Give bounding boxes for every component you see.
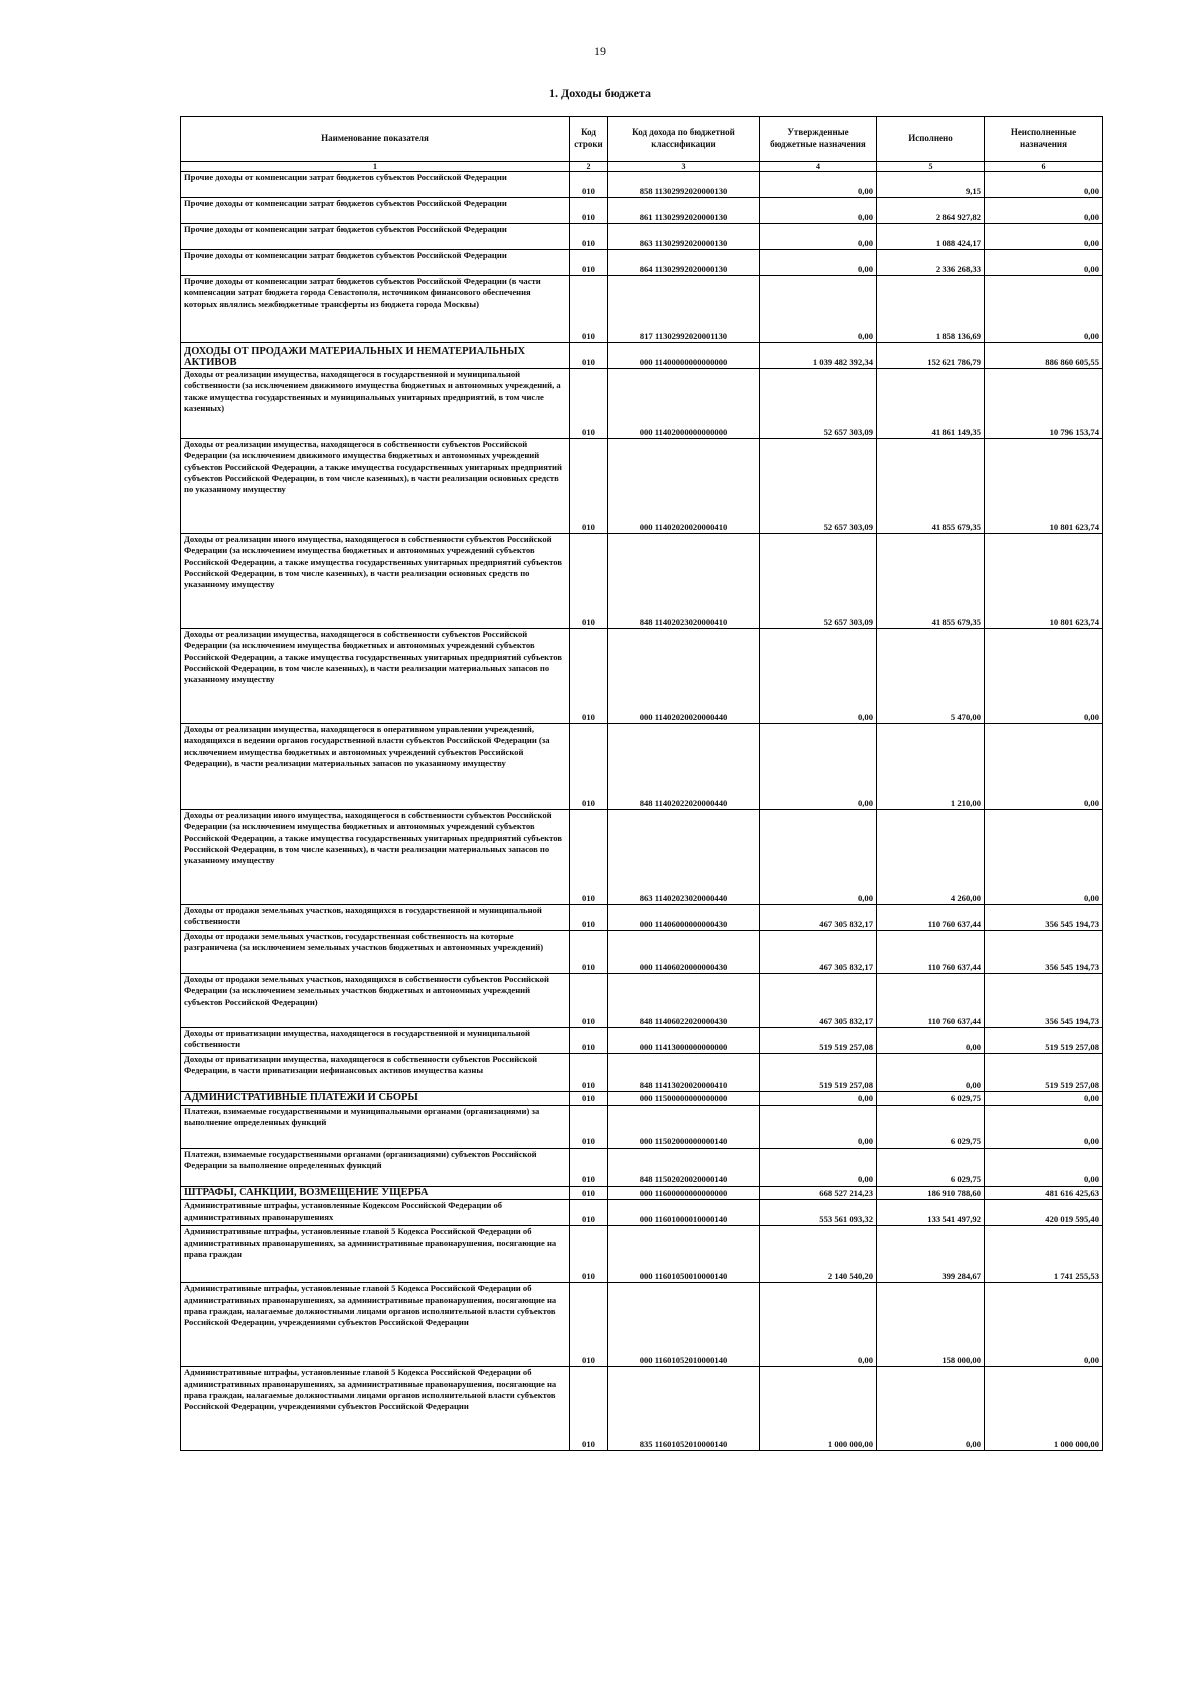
row-executed-cell: 152 621 786,79 [877,343,985,369]
row-unexecuted-cell: 886 860 605,55 [985,343,1103,369]
row-executed-cell: 110 760 637,44 [877,905,985,931]
row-revenue-code-cell: 000 11406000000000430 [608,905,760,931]
row-revenue-code-cell: 000 11601052010000140 [608,1283,760,1367]
row-approved-cell: 0,00 [760,1092,877,1106]
row-revenue-code-cell: 000 11400000000000000 [608,343,760,369]
row-executed-cell: 41 855 679,35 [877,534,985,629]
row-unexecuted-cell: 10 796 153,74 [985,369,1103,439]
row-revenue-code-cell: 000 11413000000000000 [608,1028,760,1054]
table-section-row [181,343,1103,369]
row-line-code-cell: 010 [570,1367,608,1451]
row-executed-cell: 158 000,00 [877,1283,985,1367]
table-row [181,439,1103,534]
table-row [181,250,1103,276]
table-row [181,905,1103,931]
row-unexecuted-cell: 1 000 000,00 [985,1367,1103,1451]
row-approved-cell: 467 305 832,17 [760,974,877,1028]
column-number: 3 [608,162,760,172]
table-row [181,276,1103,343]
row-executed-cell: 186 910 788,60 [877,1186,985,1200]
row-approved-cell: 519 519 257,08 [760,1028,877,1054]
row-approved-cell: 0,00 [760,250,877,276]
column-header-name: Наименование показателя [181,117,570,162]
row-unexecuted-cell: 481 616 425,63 [985,1186,1103,1200]
row-approved-cell: 0,00 [760,1105,877,1148]
row-line-code-cell: 010 [570,172,608,198]
row-revenue-code-cell: 000 11601000010000140 [608,1200,760,1226]
table-body [181,172,1103,1451]
row-name-cell: Доходы от реализации иного имущества, находящегося в собственности субъектов Российской Федерации (за исключением имущества бюджетных и автономных учреждений субъектов Российской Федерации, а также имущества государственных унитарных предприятий субъектов Российской Федерации, в том числе казенных), в части реализации материальных запасов по указанному имуществу [181,810,570,905]
row-approved-cell: 0,00 [760,810,877,905]
row-revenue-code-cell: 000 11502000000000140 [608,1105,760,1148]
row-executed-cell: 41 861 149,35 [877,369,985,439]
row-line-code-cell: 010 [570,810,608,905]
row-executed-cell: 1 210,00 [877,724,985,810]
row-revenue-code-cell: 848 11402022020000440 [608,724,760,810]
column-header-unexecuted: Неисполненные назначения [985,117,1103,162]
row-revenue-code-cell: 848 11402023020000410 [608,534,760,629]
row-approved-cell: 0,00 [760,1148,877,1186]
row-line-code-cell: 010 [570,1054,608,1092]
row-unexecuted-cell: 0,00 [985,1148,1103,1186]
column-header-revenue-code: Код дохода по бюджетной классификации [608,117,760,162]
row-executed-cell: 2 336 268,33 [877,250,985,276]
row-line-code-cell: 010 [570,276,608,343]
table-row [181,1200,1103,1226]
row-approved-cell: 0,00 [760,1283,877,1367]
row-unexecuted-cell: 356 545 194,73 [985,931,1103,974]
row-executed-cell: 110 760 637,44 [877,974,985,1028]
column-number: 5 [877,162,985,172]
row-line-code-cell: 010 [570,439,608,534]
row-name-cell: ШТРАФЫ, САНКЦИИ, ВОЗМЕЩЕНИЕ УЩЕРБА [181,1186,570,1200]
row-unexecuted-cell: 0,00 [985,224,1103,250]
table-row [181,931,1103,974]
row-approved-cell: 0,00 [760,724,877,810]
row-executed-cell: 9,15 [877,172,985,198]
row-name-cell: Платежи, взимаемые государственными органами (организациями) субъектов Российской Федерации за выполнение определенных функций [181,1148,570,1186]
row-revenue-code-cell: 000 11402020020000410 [608,439,760,534]
row-name-cell: Доходы от реализации имущества, находящегося в государственной и муниципальной собственности (за исключением движимого имущества бюджетных и автономных учреждений, а также имущества государственных и муниципальных унитарных предприятий, в том числе казенных) [181,369,570,439]
table-row [181,1226,1103,1283]
row-name-cell: Доходы от реализации имущества, находящегося в оперативном управлении учреждений, находящихся в ведении органов государственной власти субъектов Российской Федерации (за исключением имущества бюджетных и автономных учреждений субъектов Российской Федерации), в части реализации материальных запасов по указанному имуществу [181,724,570,810]
row-executed-cell: 5 470,00 [877,629,985,724]
row-line-code-cell: 010 [570,224,608,250]
row-executed-cell: 6 029,75 [877,1092,985,1106]
row-unexecuted-cell: 420 019 595,40 [985,1200,1103,1226]
row-revenue-code-cell: 848 11502020020000140 [608,1148,760,1186]
table-row [181,198,1103,224]
row-line-code-cell: 010 [570,1226,608,1283]
column-number: 6 [985,162,1103,172]
row-approved-cell: 52 657 303,09 [760,369,877,439]
row-line-code-cell: 010 [570,629,608,724]
row-line-code-cell: 010 [570,369,608,439]
row-executed-cell: 0,00 [877,1367,985,1451]
row-revenue-code-cell: 000 11406020000000430 [608,931,760,974]
row-revenue-code-cell: 848 11406022020000430 [608,974,760,1028]
table-row [181,1148,1103,1186]
row-revenue-code-cell: 817 11302992020001130 [608,276,760,343]
row-revenue-code-cell: 000 11402000000000000 [608,369,760,439]
row-unexecuted-cell: 0,00 [985,276,1103,343]
row-unexecuted-cell: 0,00 [985,1283,1103,1367]
row-executed-cell: 6 029,75 [877,1148,985,1186]
column-header-approved: Утвержденные бюджетные назначения [760,117,877,162]
row-name-cell: Административные штрафы, установленные главой 5 Кодекса Российской Федерации об административных правонарушениях, за административные правонарушения, посягающие на права граждан, налагаемые должностными лицами органов исполнительной власти субъектов Российской Федерации, учреждениями субъектов Российской Федерации [181,1367,570,1451]
row-approved-cell: 0,00 [760,172,877,198]
row-approved-cell: 2 140 540,20 [760,1226,877,1283]
row-name-cell: Административные штрафы, установленные главой 5 Кодекса Российской Федерации об административных правонарушениях, за административные правонарушения, посягающие на права граждан, налагаемые должностными лицами органов исполнительной власти субъектов Российской Федерации, учреждениями субъектов Российской Федерации [181,1283,570,1367]
column-header-executed: Исполнено [877,117,985,162]
column-number: 2 [570,162,608,172]
row-name-cell: Административные штрафы, установленные Кодексом Российской Федерации об административных правонарушениях [181,1200,570,1226]
row-approved-cell: 519 519 257,08 [760,1054,877,1092]
row-line-code-cell: 010 [570,1092,608,1106]
row-name-cell: Доходы от продажи земельных участков, находящихся в собственности субъектов Российской Федерации (за исключением земельных участков бюджетных и автономных учреждений субъектов Российской Федерации) [181,974,570,1028]
row-revenue-code-cell: 863 11302992020000130 [608,224,760,250]
row-line-code-cell: 010 [570,250,608,276]
row-executed-cell: 133 541 497,92 [877,1200,985,1226]
row-executed-cell: 399 284,67 [877,1226,985,1283]
row-executed-cell: 41 855 679,35 [877,439,985,534]
table-row [181,724,1103,810]
table-row [181,369,1103,439]
row-line-code-cell: 010 [570,198,608,224]
row-unexecuted-cell: 356 545 194,73 [985,905,1103,931]
table-row [181,172,1103,198]
row-unexecuted-cell: 0,00 [985,810,1103,905]
row-unexecuted-cell: 0,00 [985,198,1103,224]
table-header-row [181,117,1103,162]
row-revenue-code-cell: 000 11600000000000000 [608,1186,760,1200]
section-title: 1. Доходы бюджета [548,86,652,100]
row-revenue-code-cell: 000 11402020020000440 [608,629,760,724]
row-revenue-code-cell: 848 11413020020000410 [608,1054,760,1092]
row-approved-cell: 1 000 000,00 [760,1367,877,1451]
row-executed-cell: 110 760 637,44 [877,931,985,974]
row-line-code-cell: 010 [570,931,608,974]
row-unexecuted-cell: 356 545 194,73 [985,974,1103,1028]
row-unexecuted-cell: 0,00 [985,172,1103,198]
row-name-cell: Доходы от реализации имущества, находящегося в собственности субъектов Российской Федерации (за исключением имущества бюджетных и автономных учреждений субъектов Российской Федерации, а также имущества государственных унитарных предприятий субъектов Российской Федерации, в том числе казенных), в части реализации материальных запасов по указанному имуществу [181,629,570,724]
row-executed-cell: 0,00 [877,1054,985,1092]
row-unexecuted-cell: 10 801 623,74 [985,439,1103,534]
row-name-cell: Доходы от приватизации имущества, находящегося в государственной и муниципальной собственности [181,1028,570,1054]
table-row [181,810,1103,905]
row-line-code-cell: 010 [570,343,608,369]
column-number: 4 [760,162,877,172]
row-unexecuted-cell: 0,00 [985,629,1103,724]
row-revenue-code-cell: 000 11500000000000000 [608,1092,760,1106]
row-unexecuted-cell: 10 801 623,74 [985,534,1103,629]
row-approved-cell: 1 039 482 392,34 [760,343,877,369]
row-approved-cell: 52 657 303,09 [760,439,877,534]
row-revenue-code-cell: 863 11402023020000440 [608,810,760,905]
row-line-code-cell: 010 [570,974,608,1028]
row-line-code-cell: 010 [570,1186,608,1200]
table-row [181,1367,1103,1451]
row-line-code-cell: 010 [570,1105,608,1148]
row-executed-cell: 4 260,00 [877,810,985,905]
row-name-cell: Прочие доходы от компенсации затрат бюджетов субъектов Российской Федерации [181,250,570,276]
table-row [181,1283,1103,1367]
row-approved-cell: 553 561 093,32 [760,1200,877,1226]
row-line-code-cell: 010 [570,1028,608,1054]
row-line-code-cell: 010 [570,724,608,810]
row-approved-cell: 467 305 832,17 [760,905,877,931]
row-unexecuted-cell: 0,00 [985,1092,1103,1106]
table-row [181,224,1103,250]
row-line-code-cell: 010 [570,534,608,629]
row-approved-cell: 0,00 [760,198,877,224]
row-unexecuted-cell: 1 741 255,53 [985,1226,1103,1283]
row-unexecuted-cell: 0,00 [985,724,1103,810]
table-row [181,1105,1103,1148]
table-row [181,1028,1103,1054]
column-number-row [181,162,1103,172]
row-name-cell: Доходы от реализации имущества, находящегося в собственности субъектов Российской Федерации (за исключением движимого имущества бюджетных и автономных учреждений субъектов Российской Федерации, а также имущества государственных унитарных предприятий субъектов Российской Федерации, в том числе казенных), в части реализации основных средств по указанному имуществу [181,439,570,534]
row-approved-cell: 0,00 [760,276,877,343]
row-name-cell: Доходы от приватизации имущества, находящегося в собственности субъектов Российской Федерации, в части приватизации нефинансовых активов имущества казны [181,1054,570,1092]
row-executed-cell: 2 864 927,82 [877,198,985,224]
row-revenue-code-cell: 000 11601050010000140 [608,1226,760,1283]
row-executed-cell: 0,00 [877,1028,985,1054]
row-name-cell: ДОХОДЫ ОТ ПРОДАЖИ МАТЕРИАЛЬНЫХ И НЕМАТЕРИАЛЬНЫХ АКТИВОВ [181,343,570,369]
row-unexecuted-cell: 0,00 [985,1105,1103,1148]
row-name-cell: Доходы от продажи земельных участков, государственная собственность на которые разграничена (за исключением земельных участков бюджетных и автономных учреждений) [181,931,570,974]
row-approved-cell: 0,00 [760,629,877,724]
row-name-cell: Прочие доходы от компенсации затрат бюджетов субъектов Российской Федерации [181,172,570,198]
row-line-code-cell: 010 [570,1200,608,1226]
row-unexecuted-cell: 0,00 [985,250,1103,276]
row-name-cell: Доходы от реализации иного имущества, находящегося в собственности субъектов Российской Федерации (за исключением имущества бюджетных и автономных учреждений субъектов Российской Федерации, а также имущества государственных унитарных предприятий субъектов Российской Федерации, в том числе казенных), в части реализации основных средств по указанному имуществу [181,534,570,629]
row-approved-cell: 467 305 832,17 [760,931,877,974]
row-executed-cell: 1 858 136,69 [877,276,985,343]
row-revenue-code-cell: 864 11302992020000130 [608,250,760,276]
row-revenue-code-cell: 861 11302992020000130 [608,198,760,224]
row-approved-cell: 52 657 303,09 [760,534,877,629]
row-revenue-code-cell: 835 11601052010000140 [608,1367,760,1451]
row-line-code-cell: 010 [570,1148,608,1186]
revenue-table [180,116,1103,1451]
table-row [181,974,1103,1028]
row-revenue-code-cell: 858 11302992020000130 [608,172,760,198]
row-line-code-cell: 010 [570,1283,608,1367]
row-approved-cell: 0,00 [760,224,877,250]
table-section-row [181,1092,1103,1106]
row-name-cell: Доходы от продажи земельных участков, находящихся в государственной и муниципальной собственности [181,905,570,931]
table-row [181,1054,1103,1092]
table-row [181,534,1103,629]
row-name-cell: Прочие доходы от компенсации затрат бюджетов субъектов Российской Федерации (в части компенсации затрат бюджета города Севастополя, источником финансового обеспечения которых являлись межбюджетные трансферты из бюджета города Москвы) [181,276,570,343]
row-line-code-cell: 010 [570,905,608,931]
table-row [181,629,1103,724]
column-number: 1 [181,162,570,172]
row-unexecuted-cell: 519 519 257,08 [985,1054,1103,1092]
row-name-cell: Платежи, взимаемые государственными и муниципальными органами (организациями) за выполнение определенных функций [181,1105,570,1148]
row-name-cell: Прочие доходы от компенсации затрат бюджетов субъектов Российской Федерации [181,198,570,224]
column-header-line-code: Код строки [570,117,608,162]
row-executed-cell: 1 088 424,17 [877,224,985,250]
page-number: 19 [594,44,606,58]
row-name-cell: Административные штрафы, установленные главой 5 Кодекса Российской Федерации об административных правонарушениях, за административные правонарушения, посягающие на права граждан [181,1226,570,1283]
row-name-cell: Прочие доходы от компенсации затрат бюджетов субъектов Российской Федерации [181,224,570,250]
row-name-cell: АДМИНИСТРАТИВНЫЕ ПЛАТЕЖИ И СБОРЫ [181,1092,570,1106]
row-approved-cell: 668 527 214,23 [760,1186,877,1200]
table-section-row [181,1186,1103,1200]
row-executed-cell: 6 029,75 [877,1105,985,1148]
row-unexecuted-cell: 519 519 257,08 [985,1028,1103,1054]
